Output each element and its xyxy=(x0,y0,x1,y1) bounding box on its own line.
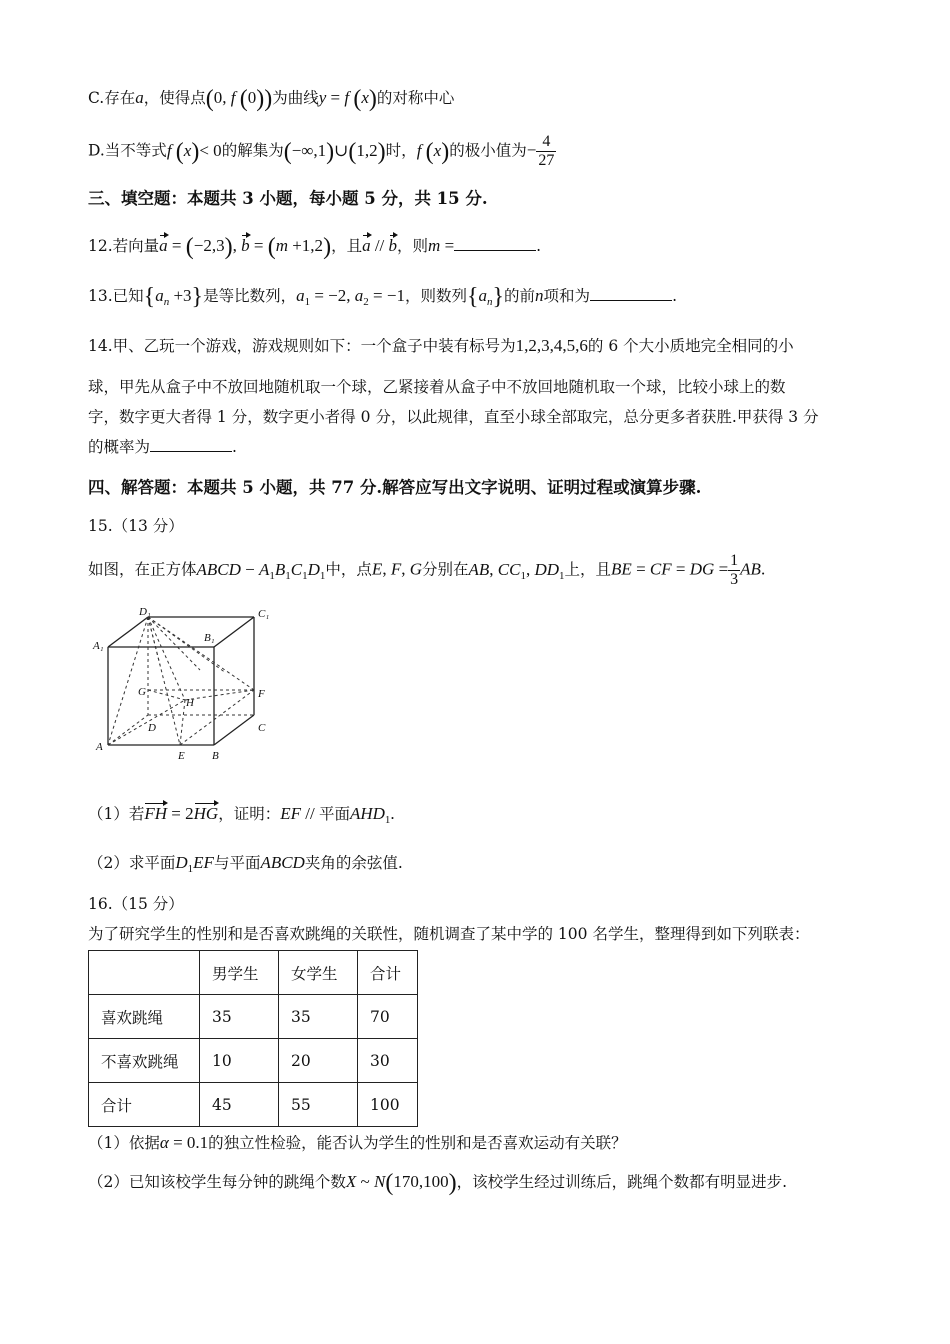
question-14-line-1: 14.甲、乙玩一个游戏，游戏规则如下：一个盒子中装有标号为1,2,3,4,5,6的 6 个大小质地完全相同的小 xyxy=(88,336,794,355)
label-c: C xyxy=(258,722,266,734)
answer-blank xyxy=(590,286,672,301)
table-row xyxy=(89,995,418,1039)
question-12: 12.若向量a = (−2,3), b = (m +1,2)，且a // b，则m = . xyxy=(88,234,542,260)
table-header-row xyxy=(89,951,418,995)
table-cell: 合计 xyxy=(358,951,418,995)
table-row xyxy=(89,1039,418,1083)
label-e: E xyxy=(178,750,185,762)
table-cell: 女学生 xyxy=(279,951,358,995)
label-b1: B₁ xyxy=(204,632,215,644)
table-cell: 35 xyxy=(200,995,279,1039)
answer-blank xyxy=(454,236,536,251)
table-cell: 30 xyxy=(358,1039,418,1083)
question-16-part-2: （2）已知该校学生每分钟的跳绳个数X ~ N(170,100)，该校学生经过训练后，跳绳个数都有明显进步. xyxy=(88,1170,787,1196)
question-13: 13.已知$\{a_n +3\}$是等比数列，$a_1 = -2$, $a_2 = -1$，则数列$\{a_n\}$的前n项和为 . xyxy=(88,284,677,310)
table-cell: 男学生 xyxy=(200,951,279,995)
contingency-table xyxy=(88,950,418,1127)
question-14-line-4: 的概率为 . xyxy=(88,438,237,456)
cube-figure xyxy=(90,605,280,770)
label-a: A xyxy=(96,741,103,753)
question-14-line-3: 字，数字更大者得 1 分，数字更小者得 0 分，以此规律，直至小球全部取完，总分更多者获胜.甲获得 3 分 xyxy=(88,408,819,426)
question-16-intro: 为了研究学生的性别和是否喜欢跳绳的关联性，随机调查了某中学的 100 名学生，整理得到如下列联表： xyxy=(88,925,810,943)
question-14-line-2: 球，甲先从盒子中不放回地随机取一个球，乙紧接着从盒子中不放回地随机取一个球，比较小球上的数 xyxy=(88,378,786,396)
table-cell: 45 xyxy=(200,1083,279,1127)
option-d: D.当不等式f (x)< 0的解集为(−∞,1)∪(1,2)时，f (x)的极小值为− $\frac{4}{27}$ xyxy=(88,133,555,169)
answer-blank xyxy=(150,437,232,452)
table-cell: 20 xyxy=(279,1039,358,1083)
label-c1: C₁ xyxy=(258,608,270,620)
question-15-intro: 如图，在正方体ABCD − $A_1B_1C_1D_1$中，点E, F, G分别在AB, $CC_1$, $DD_1$上，且BE = CF = DG = $\frac{1}{3}$ AB. xyxy=(88,552,766,588)
question-15-heading: 15.（13 分） xyxy=(88,517,184,535)
fraction: $\frac{1}{3}$ xyxy=(730,552,739,588)
table-cell: 100 xyxy=(358,1083,418,1127)
label-h: H xyxy=(186,697,194,709)
fraction: $\frac{4}{27}$ xyxy=(538,133,555,169)
label-d: D xyxy=(148,722,156,734)
question-15-part-2: （2）求平面$D_1EF$与平面ABCD夹角的余弦值. xyxy=(88,853,403,875)
table-row xyxy=(89,1083,418,1127)
label-b: B xyxy=(212,750,219,762)
table-cell: 55 xyxy=(279,1083,358,1127)
section-3-heading: 三、填空题：本题共 3 小题，每小题 5 分，共 15 分. xyxy=(88,189,488,208)
question-16-part-1: （1）依据α = 0.1的独立性检验，能否认为学生的性别和是否喜欢运动有关联？ xyxy=(88,1133,627,1152)
label-f: F xyxy=(258,688,265,700)
table-cell: 70 xyxy=(358,995,418,1039)
section-4-heading: 四、解答题：本题共 5 小题，共 77 分.解答应写出文字说明、证明过程或演算步骤. xyxy=(88,478,702,497)
option-c: C.存在a，使得点(0, f (0))为曲线y = f (x)的对称中心 xyxy=(88,86,455,112)
label-d1: D₁ xyxy=(139,606,151,618)
table-cell: 35 xyxy=(279,995,358,1039)
question-16-heading: 16.（15 分） xyxy=(88,895,184,913)
table-cell: 喜欢跳绳 xyxy=(89,995,200,1039)
table-cell: 10 xyxy=(200,1039,279,1083)
label-a1: A₁ xyxy=(93,640,104,652)
question-15-part-1: （1）若FH = 2HG，证明：EF // 平面$AHD_1$. xyxy=(88,804,395,826)
table-cell: 不喜欢跳绳 xyxy=(89,1039,200,1083)
table-cell xyxy=(89,951,200,995)
label-g: G xyxy=(138,686,146,698)
table-cell: 合计 xyxy=(89,1083,200,1127)
